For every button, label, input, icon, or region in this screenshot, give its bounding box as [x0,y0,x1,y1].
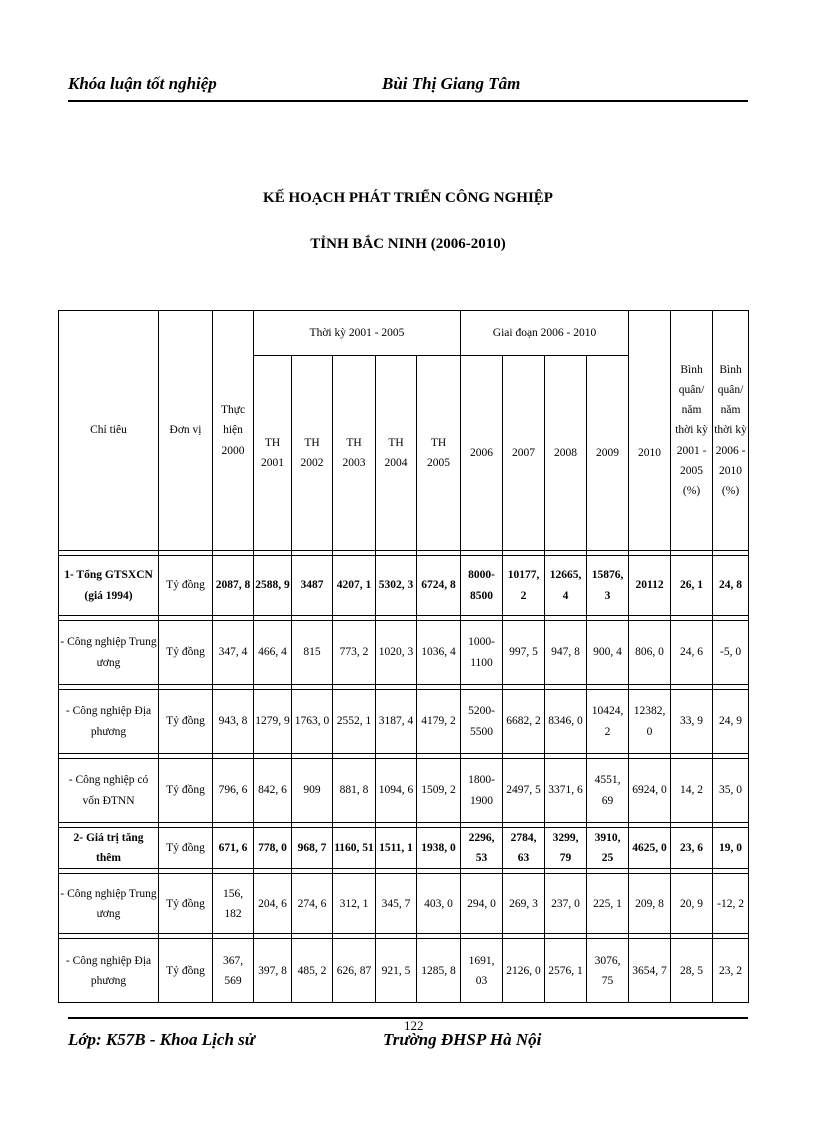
col-group-2001-2005: Thời kỳ 2001 - 2005 [254,311,461,356]
col-header-bq1: Bình quân/ năm thời kỳ 2001 - 2005 (%) [671,311,713,551]
col-header-bq2: Bình quân/ năm thời kỳ 2006 - 2010 (%) [713,311,749,551]
table-cell: 773, 2 [333,621,376,685]
table-cell: 5302, 3 [376,556,417,616]
table-cell: 8000- 8500 [461,556,503,616]
table-cell: 294, 0 [461,874,503,934]
table-cell: 6924, 0 [629,759,671,823]
table-cell: 209, 8 [629,874,671,934]
table-cell: 900, 4 [587,621,629,685]
table-cell: 12665, 4 [545,556,587,616]
footer-left: Lớp: K57B - Khoa Lịch sử [68,1030,255,1049]
table-cell: 1160, 51 [333,828,376,869]
table-cell: 35, 0 [713,759,749,823]
table-row [59,621,749,685]
col-header-year: 2008 [545,356,587,551]
col-header-donvi: Đơn vị [159,311,213,551]
row-label: - Công nghiệp Trung ương [59,621,159,685]
table-row [59,690,749,754]
table-cell: 881, 8 [333,759,376,823]
table-cell: 33, 9 [671,690,713,754]
table-cell: 3076, 75 [587,939,629,1003]
table-cell: 10177, 2 [503,556,545,616]
table-cell: 15876, 3 [587,556,629,616]
table-cell: 1511, 1 [376,828,417,869]
col-group-blank [629,311,671,356]
page-number: 122 [404,1018,424,1033]
table-cell: 2296, 53 [461,828,503,869]
header-rule [68,100,748,102]
table-cell: 3654, 7 [629,939,671,1003]
table-cell: 225, 1 [587,874,629,934]
table-cell: 20112 [629,556,671,616]
table-cell: 24, 9 [713,690,749,754]
table-cell: -12, 2 [713,874,749,934]
table-cell: 23, 6 [671,828,713,869]
table-cell: 20, 9 [671,874,713,934]
col-header-year: 2006 [461,356,503,551]
row-unit: Tỷ đồng [159,939,213,1003]
table-cell: 2126, 0 [503,939,545,1003]
table-cell: 2784, 63 [503,828,545,869]
table-row [59,939,749,1003]
table-cell: 943, 8 [213,690,254,754]
table-cell: 1800- 1900 [461,759,503,823]
table-cell: 1094, 6 [376,759,417,823]
header-right: Bùi Thị Giang Tâm [382,74,521,93]
table-cell: 1691, 03 [461,939,503,1003]
col-header-year: 2007 [503,356,545,551]
table-cell: 12382, 0 [629,690,671,754]
table-cell: 2087, 8 [213,556,254,616]
table-row [59,759,749,823]
row-unit: Tỷ đồng [159,621,213,685]
table-cell: 3371, 6 [545,759,587,823]
table-cell: 968, 7 [292,828,333,869]
row-unit: Tỷ đồng [159,690,213,754]
table-cell: 947, 8 [545,621,587,685]
table-cell: 26, 1 [671,556,713,616]
doc-title-line1: KẾ HOẠCH PHÁT TRIỂN CÔNG NGHIỆP [263,190,553,206]
row-unit: Tỷ đồng [159,874,213,934]
table-cell: 28, 5 [671,939,713,1003]
table-cell: 269, 3 [503,874,545,934]
table-cell: 4551, 69 [587,759,629,823]
table-cell: 2588, 9 [254,556,292,616]
table-cell: 2576, 1 [545,939,587,1003]
table-cell: 806, 0 [629,621,671,685]
table-cell: 796, 6 [213,759,254,823]
footer-right: Trường ĐHSP Hà Nội [383,1030,542,1049]
col-header-year: TH 2001 [254,356,292,551]
table-cell: 274, 6 [292,874,333,934]
table-cell: 778, 0 [254,828,292,869]
table-cell: 1509, 2 [417,759,461,823]
industrial-plan-table [58,310,749,1003]
table-cell: 2497, 5 [503,759,545,823]
table-cell: 3187, 4 [376,690,417,754]
table-cell: 24, 6 [671,621,713,685]
row-unit: Tỷ đồng [159,759,213,823]
table-cell: 6724, 8 [417,556,461,616]
table-cell: 485, 2 [292,939,333,1003]
table-cell: 815 [292,621,333,685]
table-cell: 466, 4 [254,621,292,685]
col-header-year: TH 2004 [376,356,417,551]
table-cell: 10424, 2 [587,690,629,754]
col-header-chitieu: Chỉ tiêu [59,311,159,551]
col-header-year: 2010 [629,356,671,551]
table-cell: 204, 6 [254,874,292,934]
table-cell: 909 [292,759,333,823]
row-label: - Công nghiệp Địa phương [59,690,159,754]
table-cell: 4179, 2 [417,690,461,754]
col-header-year: TH 2005 [417,356,461,551]
row-label: - Công nghiệp Địa phương [59,939,159,1003]
header-left: Khóa luận tốt nghiệp [68,74,217,93]
row-label: - Công nghiệp có vốn ĐTNN [59,759,159,823]
row-label: - Công nghiệp Trung ương [59,874,159,934]
table-cell: 842, 6 [254,759,292,823]
table-row [59,556,749,616]
table-cell: 397, 8 [254,939,292,1003]
table-row [59,828,749,869]
table-cell: 403, 0 [417,874,461,934]
table-cell: -5, 0 [713,621,749,685]
table-cell: 156, 182 [213,874,254,934]
col-header-year: TH 2003 [333,356,376,551]
row-unit: Tỷ đồng [159,556,213,616]
table-cell: 921, 5 [376,939,417,1003]
table-cell: 1000- 1100 [461,621,503,685]
table-row [59,874,749,934]
table-cell: 5200- 5500 [461,690,503,754]
doc-title-line2: TỈNH BẮC NINH (2006-2010) [310,236,506,252]
col-group-2006-2010: Giai đoạn 2006 - 2010 [461,311,629,356]
table-cell: 345, 7 [376,874,417,934]
table-cell: 4625, 0 [629,828,671,869]
table-cell: 8346, 0 [545,690,587,754]
table-cell: 4207, 1 [333,556,376,616]
table-cell: 1020, 3 [376,621,417,685]
table-cell: 626, 87 [333,939,376,1003]
table-cell: 1036, 4 [417,621,461,685]
row-unit: Tỷ đồng [159,828,213,869]
table-cell: 19, 0 [713,828,749,869]
table-cell: 671, 6 [213,828,254,869]
table-cell: 1763, 0 [292,690,333,754]
table-cell: 312, 1 [333,874,376,934]
table-cell: 1285, 8 [417,939,461,1003]
row-label: 1- Tổng GTSXCN (giá 1994) [59,556,159,616]
table-cell: 3299, 79 [545,828,587,869]
table-cell: 14, 2 [671,759,713,823]
table-cell: 24, 8 [713,556,749,616]
table-cell: 3910, 25 [587,828,629,869]
table-cell: 347, 4 [213,621,254,685]
table-cell: 1938, 0 [417,828,461,869]
table-cell: 2552, 1 [333,690,376,754]
table-cell: 6682, 2 [503,690,545,754]
col-header-year: 2009 [587,356,629,551]
col-header-year: TH 2002 [292,356,333,551]
table-cell: 367, 569 [213,939,254,1003]
table-cell: 23, 2 [713,939,749,1003]
table-cell: 3487 [292,556,333,616]
row-label: 2- Giá trị tăng thêm [59,828,159,869]
col-header-thuchien: Thực hiện 2000 [213,311,254,551]
table-cell: 997, 5 [503,621,545,685]
table-cell: 237, 0 [545,874,587,934]
table-cell: 1279, 9 [254,690,292,754]
